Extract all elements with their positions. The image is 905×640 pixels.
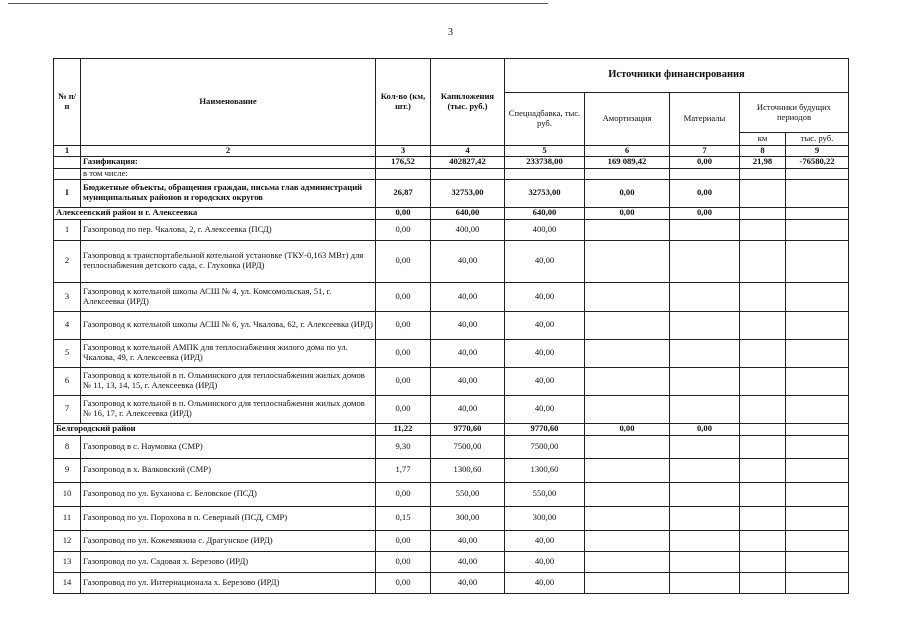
row-qty: 0,00: [376, 482, 431, 506]
header-rub: тыс. руб.: [786, 133, 849, 146]
region-amort: 0,00: [585, 423, 670, 435]
col-number: 6: [585, 146, 670, 157]
row-qty: 0,00: [376, 219, 431, 240]
row-name: Газопровод к котельной школы АСШ № 6, ул. Чкалова, 62, г. Алексеевка (ИРД): [81, 311, 376, 339]
row-num: 13: [54, 551, 81, 572]
section-amort: 0,00: [585, 179, 670, 207]
including-row: [54, 168, 849, 179]
region-amort: 0,00: [585, 207, 670, 219]
row-qty: 0,00: [376, 551, 431, 572]
row-name: Газопровод к котельной в п. Ольминского для теплоснабжения жилых домов № 16, 17, г. Алексеевка (ИРД): [81, 395, 376, 423]
region-materials: 0,00: [670, 207, 740, 219]
row-invest: 7500,00: [431, 435, 505, 458]
col-number: 5: [505, 146, 585, 157]
total-rub: -76580,22: [786, 156, 849, 168]
table-row: [54, 339, 849, 367]
row-surcharge: 7500,00: [505, 435, 585, 458]
region-row: [54, 207, 849, 219]
col-number: 9: [786, 146, 849, 157]
table-row: [54, 240, 849, 282]
col-number: 4: [431, 146, 505, 157]
row-surcharge: 40,00: [505, 339, 585, 367]
col-number: 3: [376, 146, 431, 157]
row-invest: 400,00: [431, 219, 505, 240]
row-qty: 9,30: [376, 435, 431, 458]
row-name: Газопровод в с. Наумовка (СМР): [81, 435, 376, 458]
row-num: 8: [54, 435, 81, 458]
page-number: 3: [448, 27, 453, 38]
row-surcharge: 40,00: [505, 282, 585, 311]
total-amort: 169 089,42: [585, 156, 670, 168]
row-num: 1: [54, 219, 81, 240]
header-invest: Капвложения (тыс. руб.): [431, 59, 505, 146]
row-invest: 40,00: [431, 530, 505, 551]
region-invest: 640,00: [431, 207, 505, 219]
row-surcharge: 40,00: [505, 311, 585, 339]
table-row: [54, 435, 849, 458]
table-row: [54, 367, 849, 395]
row-name: Газопровод к котельной в п. Ольминского для теплоснабжения жилых домов № 11, 13, 14, 15, г. Алексеевка (ИРД): [81, 367, 376, 395]
region-qty: 0,00: [376, 207, 431, 219]
row-invest: 40,00: [431, 395, 505, 423]
row-surcharge: 550,00: [505, 482, 585, 506]
section-materials: 0,00: [670, 179, 740, 207]
row-surcharge: 40,00: [505, 551, 585, 572]
region-row: [54, 423, 849, 435]
table-row: [54, 311, 849, 339]
header-km: км: [740, 133, 786, 146]
header-amort: Амортизация: [585, 93, 670, 146]
row-num: 5: [54, 339, 81, 367]
row-surcharge: 40,00: [505, 572, 585, 593]
table-row: [54, 551, 849, 572]
row-qty: 0,00: [376, 572, 431, 593]
section-name: Бюджетные объекты, обращения граждан, письма глав администраций муниципальных районов и городских округов: [81, 179, 376, 207]
table-row: [54, 282, 849, 311]
row-qty: 0,00: [376, 367, 431, 395]
total-km: 21,98: [740, 156, 786, 168]
row-name: Газопровод по пер. Чкалова, 2, г. Алексеевка (ПСД): [81, 219, 376, 240]
region-surcharge: 9770,60: [505, 423, 585, 435]
col-number: 1: [54, 146, 81, 157]
header-funding: Источники финансирования: [505, 59, 849, 93]
row-invest: 40,00: [431, 551, 505, 572]
row-surcharge: 400,00: [505, 219, 585, 240]
row-surcharge: 300,00: [505, 506, 585, 530]
including-label: в том числе:: [81, 168, 376, 179]
row-invest: 40,00: [431, 572, 505, 593]
row-num: 4: [54, 311, 81, 339]
row-invest: 40,00: [431, 240, 505, 282]
header-qty: Кол-во (км, шт.): [376, 59, 431, 146]
row-num: 12: [54, 530, 81, 551]
table-row: [54, 530, 849, 551]
total-row: [54, 156, 849, 168]
column-number-row: [54, 146, 849, 157]
section-qty: 26,87: [376, 179, 431, 207]
row-num: 3: [54, 282, 81, 311]
row-qty: 0,00: [376, 240, 431, 282]
region-name: Алексеевский район и г. Алексеевка: [54, 207, 376, 219]
total-qty: 176,52: [376, 156, 431, 168]
row-name: Газопровод к котельной АМПК для теплоснабжения жилого дома по ул. Чкалова, 49, г. Алексеевка (ИРД): [81, 339, 376, 367]
table-row: [54, 572, 849, 593]
row-invest: 40,00: [431, 339, 505, 367]
section-invest: 32753,00: [431, 179, 505, 207]
row-num: 14: [54, 572, 81, 593]
row-name: Газопровод в х. Валковский (СМР): [81, 458, 376, 482]
row-surcharge: 40,00: [505, 367, 585, 395]
row-invest: 550,00: [431, 482, 505, 506]
top-rule: [8, 3, 548, 4]
row-qty: 0,00: [376, 311, 431, 339]
header-name: Наименование: [81, 59, 376, 146]
header-future: Источники будущих периодов: [740, 93, 849, 133]
row-num: 11: [54, 506, 81, 530]
total-surcharge: 233738,00: [505, 156, 585, 168]
row-invest: 300,00: [431, 506, 505, 530]
row-num: 10: [54, 482, 81, 506]
table-row: [54, 482, 849, 506]
row-name: Газопровод по ул. Буханова с. Беловское (ПСД): [81, 482, 376, 506]
row-invest: 40,00: [431, 282, 505, 311]
row-qty: 0,00: [376, 282, 431, 311]
region-name: Белгородский район: [54, 423, 376, 435]
row-qty: 0,00: [376, 339, 431, 367]
row-qty: 0,15: [376, 506, 431, 530]
financing-table: [53, 58, 849, 594]
row-invest: 40,00: [431, 367, 505, 395]
row-name: Газопровод по ул. Интернационала х. Березово (ИРД): [81, 572, 376, 593]
region-invest: 9770,60: [431, 423, 505, 435]
row-num: 7: [54, 395, 81, 423]
row-qty: 1,77: [376, 458, 431, 482]
row-name: Газопровод по ул. Порохова в п. Северный (ПСД, СМР): [81, 506, 376, 530]
row-surcharge: 40,00: [505, 530, 585, 551]
table-row: [54, 458, 849, 482]
table-row: [54, 395, 849, 423]
total-name: Газификация:: [81, 156, 376, 168]
total-materials: 0,00: [670, 156, 740, 168]
header-materials: Материалы: [670, 93, 740, 146]
row-name: Газопровод по ул. Кожемякина с. Драгунское (ИРД): [81, 530, 376, 551]
col-number: 7: [670, 146, 740, 157]
col-number: 2: [81, 146, 376, 157]
total-invest: 402827,42: [431, 156, 505, 168]
header-surcharge: Спецнадбавка, тыс. руб.: [505, 93, 585, 146]
table-row: [54, 219, 849, 240]
row-name: Газопровод к транспортабельной котельной установке (ТКУ-0,163 МВт) для теплоснабжения детского сада, с. Глуховка (ИРД): [81, 240, 376, 282]
section-surcharge: 32753,00: [505, 179, 585, 207]
row-qty: 0,00: [376, 530, 431, 551]
table-row: [54, 506, 849, 530]
row-name: Газопровод к котельной школы АСШ № 4, ул. Комсомольская, 51, г. Алексеевка (ИРД): [81, 282, 376, 311]
section-row: [54, 179, 849, 207]
row-invest: 1300,60: [431, 458, 505, 482]
header-num: № п/п: [54, 59, 81, 146]
row-surcharge: 1300,60: [505, 458, 585, 482]
region-materials: 0,00: [670, 423, 740, 435]
row-invest: 40,00: [431, 311, 505, 339]
row-name: Газопровод по ул. Садовая х. Березово (ИРД): [81, 551, 376, 572]
section-num: I: [54, 179, 81, 207]
col-number: 8: [740, 146, 786, 157]
row-surcharge: 40,00: [505, 395, 585, 423]
row-num: 6: [54, 367, 81, 395]
region-qty: 11,22: [376, 423, 431, 435]
row-num: 2: [54, 240, 81, 282]
row-surcharge: 40,00: [505, 240, 585, 282]
row-qty: 0,00: [376, 395, 431, 423]
region-surcharge: 640,00: [505, 207, 585, 219]
row-num: 9: [54, 458, 81, 482]
